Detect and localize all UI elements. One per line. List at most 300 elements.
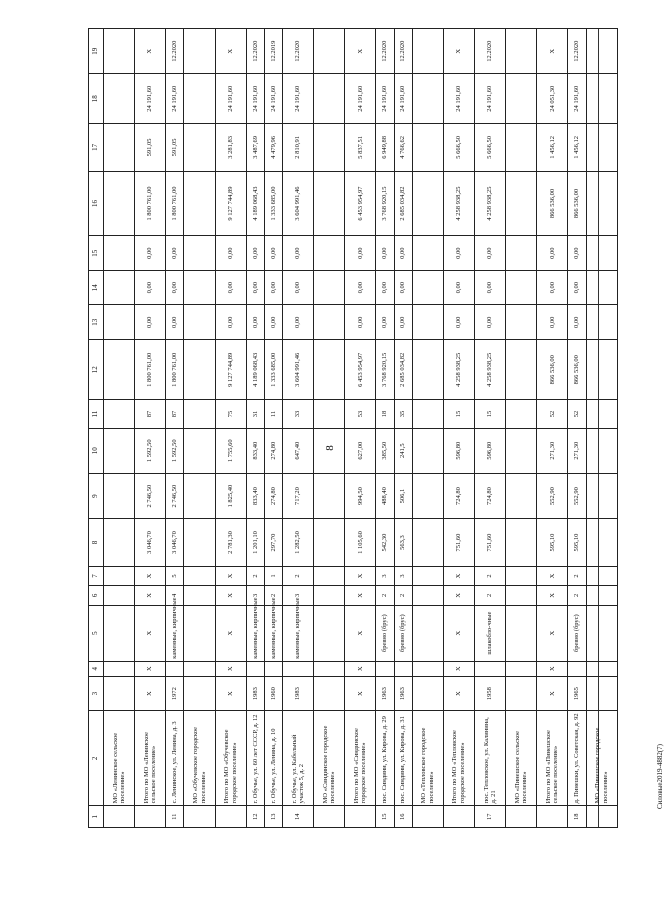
table-cell: 1 456,12 [568, 124, 586, 172]
address-cell: пос. Тепловское, ул. Калинина, д. 21 [475, 711, 506, 806]
table-cell: 385,50 [376, 428, 394, 473]
table-cell [184, 586, 215, 605]
table-cell: бревно (брус) [376, 605, 394, 661]
table-cell: 15 [376, 806, 394, 828]
table-cell: 751,60 [475, 519, 506, 567]
table-cell: 0,00 [283, 236, 314, 271]
table-cell: 1 456,12 [537, 124, 568, 172]
table-cell: 1 800 761,00 [166, 171, 184, 236]
table-cell: 24 191,60 [475, 74, 506, 124]
address-cell: МО «Тепловское городское поселение» [412, 711, 443, 806]
table-cell: 1972 [166, 676, 184, 711]
table-row [264, 29, 282, 828]
table-cell: 2 746,50 [135, 473, 166, 518]
table-cell [314, 29, 345, 74]
table-cell [586, 676, 617, 711]
table-cell: 0,00 [264, 305, 282, 340]
table-cell [184, 566, 215, 585]
table-cell: 6 453 954,97 [345, 171, 376, 236]
table-cell: 0,00 [246, 236, 264, 271]
table-cell [184, 661, 215, 676]
table-cell: 552,90 [568, 473, 586, 518]
table-cell: 13 [264, 806, 282, 828]
table-cell: 1960 [264, 676, 282, 711]
table-cell: 724,80 [475, 473, 506, 518]
table-cell: X [537, 676, 568, 711]
table-cell: 2 685 034,82 [394, 171, 412, 236]
table-cell: 24 191,60 [376, 74, 394, 124]
table-cell: 506,1 [394, 473, 412, 518]
table-cell [506, 124, 537, 172]
table-cell: 12.2020 [166, 29, 184, 74]
table-cell: 87 [166, 400, 184, 428]
table-cell [104, 236, 135, 271]
table-cell [412, 29, 443, 74]
table-header-row [89, 29, 104, 828]
document-footer: Силовые2019-4882(7) [656, 743, 664, 809]
table-cell: 0,00 [376, 270, 394, 305]
table-cell [412, 236, 443, 271]
table-cell: 866 536,00 [568, 340, 586, 400]
table-cell [314, 605, 345, 661]
table-cell: 271,30 [537, 428, 568, 473]
table-cell: 1 592,50 [135, 428, 166, 473]
table-cell: 0,00 [166, 270, 184, 305]
table-cell: каменные, кирпичные [246, 605, 264, 661]
table-cell: 87 [135, 400, 166, 428]
table-cell: 0,00 [215, 270, 246, 305]
table-cell [506, 270, 537, 305]
table-cell [184, 29, 215, 74]
section-row [506, 29, 537, 828]
table-cell: 12 [246, 806, 264, 828]
table-cell: X [135, 676, 166, 711]
table-cell: 24 191,60 [166, 74, 184, 124]
address-cell: Итого по МО «Синдинское городское поселение» [345, 711, 376, 806]
table-cell [184, 806, 215, 828]
table-cell: 4 258 938,25 [475, 340, 506, 400]
table-cell: 596,80 [443, 428, 474, 473]
table-cell [412, 566, 443, 585]
column-number-cell: 16 [89, 171, 104, 236]
table-cell: X [215, 586, 246, 605]
table-cell: X [345, 676, 376, 711]
column-number-cell: 6 [89, 586, 104, 605]
table-row [537, 29, 568, 828]
table-cell: X [215, 676, 246, 711]
table-cell: 241,5 [394, 428, 412, 473]
table-cell [135, 806, 166, 828]
table-cell [412, 661, 443, 676]
section-row [104, 29, 135, 828]
section-row [586, 29, 617, 828]
table-cell [104, 124, 135, 172]
table-cell: 3 487,69 [246, 124, 264, 172]
column-number-cell: 14 [89, 270, 104, 305]
table-cell: 35 [394, 400, 412, 428]
table-cell [537, 806, 568, 828]
table-cell: 0,00 [376, 305, 394, 340]
column-number-cell: 5 [89, 605, 104, 661]
table-cell: 0,00 [394, 270, 412, 305]
table-cell: 1 333 685,00 [264, 340, 282, 400]
column-number-cell: 13 [89, 305, 104, 340]
table-cell [586, 400, 617, 428]
table-cell: X [537, 566, 568, 585]
table-cell [586, 473, 617, 518]
table-cell [314, 806, 345, 828]
table-cell: 542,30 [376, 519, 394, 567]
table-cell [104, 586, 135, 605]
table-cell: 4 258 938,25 [443, 171, 474, 236]
column-number-cell: 1 [89, 806, 104, 828]
table-row [345, 29, 376, 828]
table-cell [184, 74, 215, 124]
table-cell: 591,05 [135, 124, 166, 172]
table-cell: 0,00 [345, 270, 376, 305]
table-cell: 12.2020 [376, 29, 394, 74]
table-cell: 2 [264, 586, 282, 605]
table-cell: X [537, 605, 568, 661]
table-cell: 3 046,70 [135, 519, 166, 567]
table-cell: 3 [376, 566, 394, 585]
table-cell [184, 270, 215, 305]
table-cell [246, 661, 264, 676]
table-row [215, 29, 246, 828]
table-cell: каменные, кирпичные [264, 605, 282, 661]
table-cell [314, 340, 345, 400]
table-cell: 2 746,50 [166, 473, 184, 518]
table-cell: 24 191,60 [264, 74, 282, 124]
table-cell [104, 428, 135, 473]
address-cell: пос. Синдини, ул. Кирова, д. 29 [376, 711, 394, 806]
address-cell: с. Ленинское, ул. Ленина, д. 3 [166, 711, 184, 806]
table-cell [314, 586, 345, 605]
table-cell: 24 191,60 [246, 74, 264, 124]
table-cell: 4 479,96 [264, 124, 282, 172]
table-cell: 9 127 744,89 [215, 340, 246, 400]
table-cell: 0,00 [135, 236, 166, 271]
page-number: 8 [323, 445, 336, 451]
table-cell: X [215, 661, 246, 676]
table-cell [314, 124, 345, 172]
table-cell [104, 473, 135, 518]
table-cell: 1963 [394, 676, 412, 711]
table-cell: 24 191,60 [568, 74, 586, 124]
table-cell [506, 428, 537, 473]
table-cell [104, 519, 135, 567]
table-cell: 5 [166, 566, 184, 585]
table-cell [104, 566, 135, 585]
table-cell [586, 236, 617, 271]
table-cell: 1 755,60 [215, 428, 246, 473]
column-number-cell: 18 [89, 74, 104, 124]
address-cell: г. Обучье, ул. Кабельный участок 5, д. 2 [283, 711, 314, 806]
table-cell [412, 605, 443, 661]
table-cell [104, 676, 135, 711]
table-cell [412, 586, 443, 605]
table-cell: X [443, 586, 474, 605]
table-cell [314, 428, 345, 473]
table-cell: 4 [166, 586, 184, 605]
address-cell: Итого по МО «Тепловское городское поселение» [443, 711, 474, 806]
table-cell: 297,70 [264, 519, 282, 567]
table-cell [412, 124, 443, 172]
table-cell [506, 676, 537, 711]
table-row [283, 29, 314, 828]
table-cell: 488,40 [376, 473, 394, 518]
table-cell: 4 189 068,43 [246, 340, 264, 400]
table-cell: 274,80 [264, 428, 282, 473]
address-cell: Итого по МО «Пинешское сельское поселение» [537, 711, 568, 806]
address-cell: МО «Пинешское городское поселение» [586, 711, 617, 806]
table-cell: 3 281,83 [215, 124, 246, 172]
table-cell: 52 [568, 400, 586, 428]
address-cell: д. Пинешки, ул. Советская, д. 92 [568, 711, 586, 806]
table-cell: 24 191,60 [443, 74, 474, 124]
table-cell: 4 258 938,25 [475, 171, 506, 236]
table-cell: 833,40 [246, 428, 264, 473]
table-cell: 3 604 991,46 [283, 171, 314, 236]
table-cell: 1 592,50 [166, 428, 184, 473]
table-cell: 9 127 744,89 [215, 171, 246, 236]
table-cell: 0,00 [475, 270, 506, 305]
table-cell: X [135, 661, 166, 676]
table-cell: 724,80 [443, 473, 474, 518]
table-cell [412, 676, 443, 711]
table-cell: 595,10 [537, 519, 568, 567]
table-cell: X [215, 566, 246, 585]
table-cell [506, 171, 537, 236]
table-cell [412, 400, 443, 428]
column-number-cell: 19 [89, 29, 104, 74]
table-cell [184, 676, 215, 711]
table-cell: 1 [264, 566, 282, 585]
table-cell: 2 [568, 586, 586, 605]
table-cell [586, 519, 617, 567]
table-row [166, 29, 184, 828]
table-cell [586, 605, 617, 661]
table-cell: 2 685 034,82 [394, 340, 412, 400]
table-cell: 3 604 991,46 [283, 340, 314, 400]
table-cell: 647,40 [283, 428, 314, 473]
table-cell: 0,00 [537, 305, 568, 340]
table-cell [506, 806, 537, 828]
table-cell [314, 74, 345, 124]
table-body [89, 29, 618, 828]
table-cell: 3 768 920,15 [376, 340, 394, 400]
table-cell: 12.2020 [568, 29, 586, 74]
table-cell: 271,30 [568, 428, 586, 473]
table-cell [412, 428, 443, 473]
table-cell [184, 605, 215, 661]
table-cell [586, 566, 617, 585]
table-cell: 11 [264, 400, 282, 428]
table-cell [314, 171, 345, 236]
table-cell [314, 236, 345, 271]
table-cell [506, 473, 537, 518]
table-cell: 866 536,00 [568, 171, 586, 236]
column-number-cell: 2 [89, 711, 104, 806]
table-cell: 5 837,51 [345, 124, 376, 172]
table-cell [506, 74, 537, 124]
table-cell: X [537, 29, 568, 74]
table-cell: 0,00 [537, 236, 568, 271]
table-cell [376, 661, 394, 676]
table-cell: 12.2020 [475, 29, 506, 74]
table-cell: 33 [283, 400, 314, 428]
table-cell: 12.2020 [283, 29, 314, 74]
table-cell: 2 [394, 586, 412, 605]
table-cell: 0,00 [568, 236, 586, 271]
column-number-cell: 8 [89, 519, 104, 567]
table-cell [506, 29, 537, 74]
table-cell: 0,00 [568, 305, 586, 340]
table-cell: шлакобло-чные [475, 605, 506, 661]
table-cell [184, 428, 215, 473]
table-cell: 3 768 920,15 [376, 171, 394, 236]
table-cell [184, 400, 215, 428]
table-cell: 0,00 [246, 270, 264, 305]
table-cell [586, 29, 617, 74]
address-cell: МО «Пинешское сельское поселение» [506, 711, 537, 806]
table-cell: 24 191,60 [345, 74, 376, 124]
table-cell: X [135, 605, 166, 661]
table-cell: X [443, 661, 474, 676]
table-cell [314, 676, 345, 711]
table-cell: 0,00 [443, 236, 474, 271]
table-cell [104, 29, 135, 74]
table-cell [314, 566, 345, 585]
table-row [475, 29, 506, 828]
table-cell [506, 586, 537, 605]
table-cell: 1963 [376, 676, 394, 711]
table-cell: 274,80 [264, 473, 282, 518]
table-cell: 53 [345, 400, 376, 428]
table-cell [586, 124, 617, 172]
table-cell: 866 536,00 [537, 171, 568, 236]
table-cell: 24 051,30 [537, 74, 568, 124]
address-cell: Итого по МО «Обучевское городское поселение» [215, 711, 246, 806]
table-cell: 0,00 [283, 270, 314, 305]
table-cell: X [215, 29, 246, 74]
table-cell: 2 [568, 566, 586, 585]
column-number-cell: 4 [89, 661, 104, 676]
table-cell: 6 453 954,97 [345, 340, 376, 400]
table-cell [314, 519, 345, 567]
table-cell [412, 74, 443, 124]
table-cell: 0,00 [283, 305, 314, 340]
table-cell: каменные, кирпичные [166, 605, 184, 661]
table-cell: 627,00 [345, 428, 376, 473]
table-cell [104, 171, 135, 236]
table-cell [184, 519, 215, 567]
table-cell: X [443, 29, 474, 74]
table-cell: 2 [475, 566, 506, 585]
table-cell: X [537, 586, 568, 605]
table-cell: 0,00 [475, 305, 506, 340]
table-cell [586, 806, 617, 828]
table-cell [412, 340, 443, 400]
table-cell [506, 340, 537, 400]
table-cell: X [443, 605, 474, 661]
table-cell: 0,00 [135, 270, 166, 305]
table-cell: 24 191,60 [135, 74, 166, 124]
table-cell: 0,00 [166, 305, 184, 340]
table-cell [586, 171, 617, 236]
table-cell: 0,00 [135, 305, 166, 340]
table-cell [412, 519, 443, 567]
table-cell: 15 [443, 400, 474, 428]
table-cell: 24 191,60 [283, 74, 314, 124]
table-cell [314, 473, 345, 518]
table-cell [475, 661, 506, 676]
table-cell [586, 340, 617, 400]
table-cell: 0,00 [443, 270, 474, 305]
table-cell: 12.2020 [246, 29, 264, 74]
table-cell: 1965 [568, 676, 586, 711]
table-cell: 591,05 [166, 124, 184, 172]
table-cell: 18 [568, 806, 586, 828]
table-cell [104, 340, 135, 400]
table-cell: 12.2020 [394, 29, 412, 74]
table-cell: 1 800 761,00 [135, 340, 166, 400]
table-cell [506, 305, 537, 340]
table-cell [104, 605, 135, 661]
table-cell [506, 519, 537, 567]
table-row [568, 29, 586, 828]
table-cell: X [443, 566, 474, 585]
table-cell: 3 046,70 [166, 519, 184, 567]
table-cell: X [135, 586, 166, 605]
table-cell [314, 400, 345, 428]
table-cell: 2 [246, 566, 264, 585]
table-cell [264, 661, 282, 676]
address-cell: МО «Обучевское городское поселение» [184, 711, 215, 806]
table-cell [104, 661, 135, 676]
table-cell [412, 473, 443, 518]
table-cell [184, 236, 215, 271]
table-cell: X [345, 605, 376, 661]
table-cell [314, 270, 345, 305]
address-cell: г. Обучье, ул. 60 лет СССР, д. 12 [246, 711, 264, 806]
table-cell: 1983 [246, 676, 264, 711]
table-cell: 2 [283, 566, 314, 585]
column-number-cell: 11 [89, 400, 104, 428]
table-cell: 2 [475, 586, 506, 605]
table-cell: 17 [475, 806, 506, 828]
table-cell [506, 400, 537, 428]
table-cell: каменные, кирпичные [283, 605, 314, 661]
table-cell: 24 191,60 [394, 74, 412, 124]
table-cell [506, 661, 537, 676]
table-cell: 0,00 [394, 305, 412, 340]
table-cell: 31 [246, 400, 264, 428]
table-cell [586, 74, 617, 124]
table-cell: 0,00 [215, 236, 246, 271]
table-cell: 4 189 068,43 [246, 171, 264, 236]
table-cell: 15 [475, 400, 506, 428]
table-cell: 4 258 938,25 [443, 340, 474, 400]
table-cell [568, 661, 586, 676]
table-cell: 6 949,88 [376, 124, 394, 172]
section-row [184, 29, 215, 828]
table-cell: 18 [376, 400, 394, 428]
table-cell: 1 333 685,00 [264, 171, 282, 236]
address-cell: г. Обучье, ул. Ленина, д. 10 [264, 711, 282, 806]
table-cell [586, 270, 617, 305]
table-cell: бревно (брус) [568, 605, 586, 661]
